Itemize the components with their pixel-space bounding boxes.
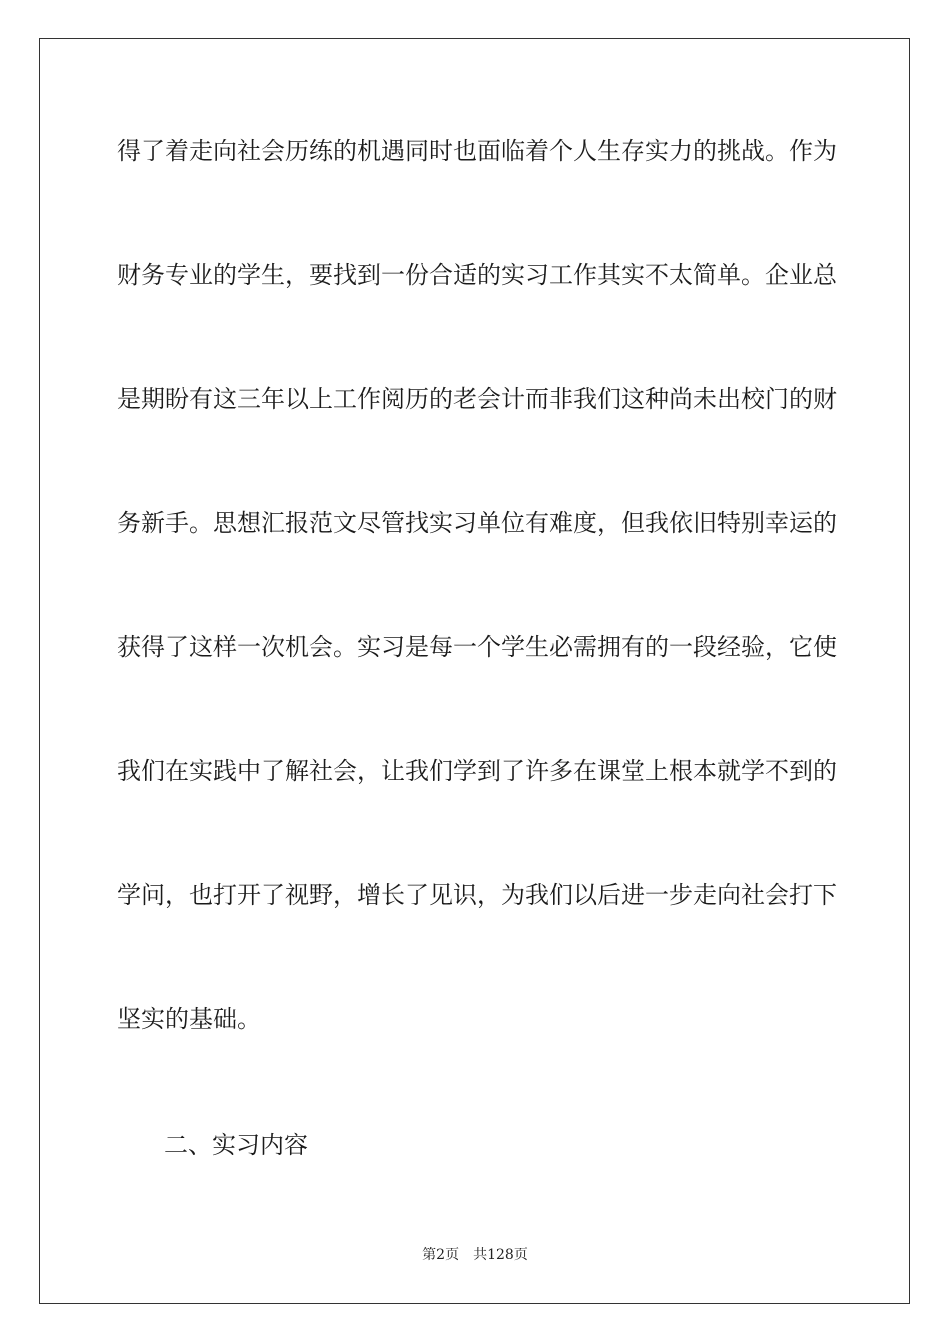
paragraph-line-1: 得了着走向社会历练的机遇同时也面临着个人生存实力的挑战。作为	[117, 137, 837, 165]
paragraph-line-2: 财务专业的学生，要找到一份合适的实习工作其实不太简单。企业总	[117, 261, 837, 289]
paragraph-line-8: 坚实的基础。	[117, 1005, 261, 1033]
page-footer	[0, 1246, 950, 1264]
page-border	[39, 38, 910, 1304]
paragraph-line-7: 学问，也打开了视野，增长了见识，为我们以后进一步走向社会打下	[117, 881, 837, 909]
paragraph-line-6: 我们在实践中了解社会，让我们学到了许多在课堂上根本就学不到的	[117, 757, 837, 785]
section-heading: 二、实习内容	[164, 1131, 308, 1159]
paragraph-line-5: 获得了这样一次机会。实习是每一个学生必需拥有的一段经验，它使	[117, 633, 837, 661]
page-total: 共128页	[473, 1247, 528, 1263]
paragraph-line-4: 务新手。思想汇报范文尽管找实习单位有难度，但我依旧特别幸运的	[117, 509, 837, 537]
paragraph-line-3: 是期盼有这三年以上工作阅历的老会计而非我们这种尚未出校门的财	[117, 385, 837, 413]
page-number: 第2页	[422, 1247, 460, 1263]
